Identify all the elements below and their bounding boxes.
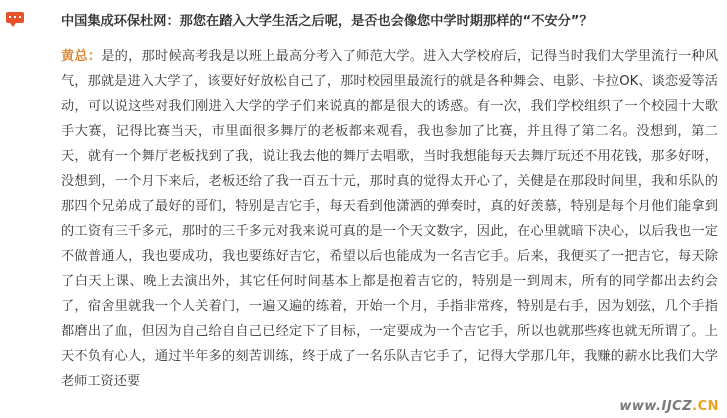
answer-text: 是的，那时候高考我是以班上最高分考入了师范大学。进入大学校府后，记得当时我们大学里流行一种风气，那就是进入大学了，该要好好放松自己了，那时校园里最流行的就是各种舞会、电影、卡拉OK、谈恋爱等活动，可以说这些对我们刚进入大学的学子们来说真的都是很大的诱惑。有一次，我们学校组织了一个校园十大歌手大赛，记得比赛当天，市里面很多舞厅的老板都来观看，我也参加了比赛，并且得了第二名。没想到，第二天，就有一个舞厅老板找到了我，说让我去他的舞厅去唱歌，当时我想能每天去舞厅玩还不用花钱，那多好呀，没想到，一个月下来后，老板还给了我一百五十元，那时真的觉得太开心了，关健是在那段时间里，我和乐队的那四个兄弟成了最好的哥们，特别是吉它手，每天看到他潇洒的弹奏时，真的好羡慕，特别是每个月他们能拿到的工资有三千多元，那时的三千多元对我来说可真的是一个天文数字，因此，在心里就暗下决心，以后我也一定不做普通人，我也要成功，我也要练好吉它，希望以后也能成为一名吉它手。后来，我便买了一把吉它，每天除了白天上课、晚上去演出外，其它任何时间基本上都是抱着吉它的，特别是一到周末，所有的同学都出去约会了，宿舍里就我一个人关着门，一遍又遍的练着，开始一个月，手指非常疼，特别是右手，因为划弦，几个手指都磨出了血，但因为自己给自自己已经定下了目标，一定要成为一个吉它手，所以也就那些疼也就无所谓了。上天不负有心人，通过半年多的刻苦训练，终于成了一名乐队吉它手了，记得大学那几年，我赚的薪水比我们大学老师工资还要 (61, 49, 719, 389)
watermark-prefix: www. (619, 399, 662, 414)
speech-bubble-icon (6, 12, 24, 23)
watermark-suffix: .CN (692, 399, 719, 414)
question-heading: 中国集成环保杜网：那您在踏入大学生活之后呢，是否也会像您中学时期那样的“不安分”？ (61, 14, 593, 29)
answer-paragraph (61, 44, 718, 394)
site-watermark (619, 399, 719, 414)
speaker-label: 黄总： (61, 49, 102, 64)
watermark-brand: IJCZ (661, 399, 693, 414)
